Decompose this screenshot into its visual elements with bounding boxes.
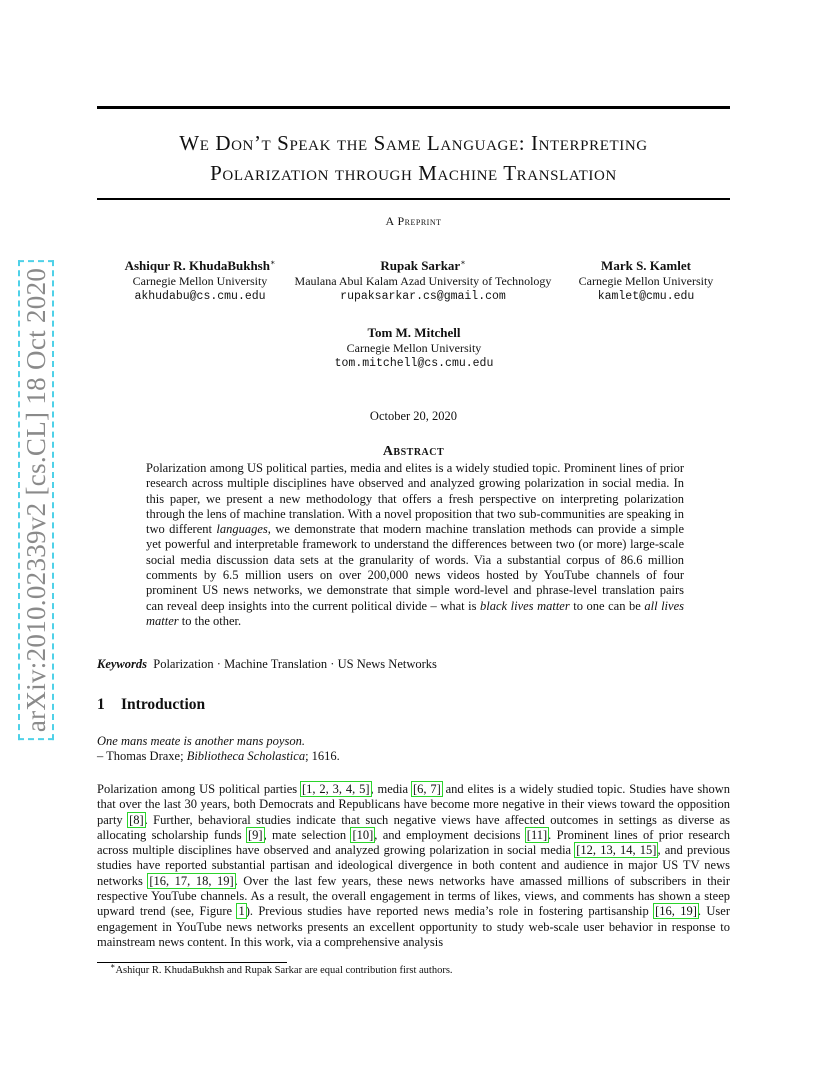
citation-link[interactable]: [11] xyxy=(526,827,548,842)
intro-text: . Prominent lines of prior research across multiple disciplines have observed and analyzed growing polarization in social media xyxy=(97,827,730,858)
citation-link[interactable]: 1 xyxy=(238,904,245,919)
section-number: 1 xyxy=(97,696,105,713)
epigraph-author: – Thomas Draxe; xyxy=(97,749,187,763)
section-heading xyxy=(97,696,205,714)
intro-text: and elites is a widely studied topic. Studies have shown that over the last 30 years, both Democrats and Republicans have become more negative in their views toward the opposition party xyxy=(97,782,731,827)
intro-paragraph xyxy=(97,782,730,950)
author-name: Rupak Sarkar xyxy=(380,258,461,273)
intro-text: . Over the last few years, these news networks have amassed millions of subscribers in their respective YouTube channels. As a result, the overall engagement in terms of likes, views, and comments has shown a steep upward trend (see, Figure xyxy=(97,873,730,919)
footnote-text: Ashiqur R. KhudaBukhsh and Rupak Sarkar are equal contribution first authors. xyxy=(115,965,453,976)
abstract-heading: Abstract xyxy=(382,444,445,459)
arxiv-stamp: arXiv:2010.02339v2 [cs.CL] 18 Oct 2020 xyxy=(18,260,54,740)
author-block-3 xyxy=(566,258,726,304)
author-name: Mark S. Kamlet xyxy=(601,258,691,273)
citation-link[interactable]: [8] xyxy=(129,812,144,827)
citation-link[interactable]: [1, 2, 3, 4, 5] xyxy=(302,782,370,796)
author-block-4 xyxy=(314,325,514,371)
abstract-emphasis: all lives matter xyxy=(146,598,684,628)
intro-text: , mate selection xyxy=(263,827,352,842)
citation-link[interactable]: [9] xyxy=(248,827,263,842)
keywords-label: Keywords xyxy=(97,657,147,671)
footnote-rule xyxy=(97,962,287,963)
keywords-line xyxy=(97,657,437,672)
section-title: Introduction xyxy=(121,696,206,713)
author-affiliation: Carnegie Mellon University xyxy=(346,341,482,355)
citation-link[interactable]: [16, 19] xyxy=(655,904,697,919)
abstract-emphasis: black lives matter xyxy=(480,598,570,613)
abstract-text xyxy=(146,461,684,629)
citation-link[interactable]: [12, 13, 14, 15] xyxy=(576,843,657,858)
paper-title xyxy=(97,128,730,188)
footnote xyxy=(110,961,453,976)
author-affiliation: Carnegie Mellon University xyxy=(578,274,714,288)
author-email[interactable]: rupaksarkar.cs@gmail.com xyxy=(340,290,506,303)
epigraph-work: Bibliotheca Scholastica xyxy=(186,749,306,763)
author-name: Ashiqur R. KhudaBukhsh xyxy=(124,258,270,273)
title-line-2: Polarization through Machine Translation xyxy=(210,161,617,185)
intro-text: ). Previous studies have reported news media’s role in fostering partisanship xyxy=(245,904,655,919)
author-mark: ∗ xyxy=(269,257,276,267)
author-email[interactable]: akhudabu@cs.cmu.edu xyxy=(134,290,266,303)
citation-link[interactable]: [16, 17, 18, 19] xyxy=(149,873,234,888)
author-block-2 xyxy=(280,258,566,304)
citation-link[interactable]: [6, 7] xyxy=(412,782,441,796)
abstract-part: , we demonstrate that modern machine translation methods can provide a simple yet powerful and interpretable framework to understand the differences between two (or more) large-scale social media discussion data sets at the granularity of words. Via a substantial corpus of 86.6 million comments by 6.5 million users on over 200,000 news videos hosted by YouTube channels of four prominent US news networks, we demonstrate that simple word-level and phrase-level translation pairs can reveal deep insights into the current political divide – what is xyxy=(146,522,685,613)
author-block-1 xyxy=(100,258,300,304)
citation-link[interactable]: [10] xyxy=(352,827,374,842)
keywords-list: Polarization · Machine Translation · US News Networks xyxy=(153,657,437,671)
author-affiliation: Maulana Abul Kalam Azad University of Technology xyxy=(294,274,552,288)
footnote-mark: ∗ xyxy=(110,961,116,971)
author-affiliation: Carnegie Mellon University xyxy=(132,274,268,288)
intro-text: Polarization among US political parties xyxy=(97,782,301,796)
paper-date: October 20, 2020 xyxy=(369,409,458,423)
author-mark: ∗ xyxy=(460,257,466,267)
epigraph-year: ; 1616. xyxy=(305,749,340,763)
title-bottom-rule xyxy=(97,198,730,200)
epigraph-quote: One mans meate is another mans poyson. xyxy=(97,734,305,748)
intro-text: , and employment decisions xyxy=(374,827,526,842)
author-name: Tom M. Mitchell xyxy=(367,325,461,340)
title-line-1: We Don’t Speak the Same Language: Interpreting xyxy=(179,131,648,155)
abstract-emphasis: languages xyxy=(216,522,268,537)
abstract-part: to one can be xyxy=(569,598,645,613)
title-top-rule xyxy=(97,106,730,109)
intro-text: . User engagement in YouTube news networks presents an excellent opportunity to study web-scale user behavior in response to mainstream news content. In this work, via a comprehensive analysis xyxy=(97,904,730,949)
intro-text: , media xyxy=(370,782,412,796)
intro-text: , and previous studies have reported substantial partisan and ideological divergence in both content and audience in major US TV news networks xyxy=(97,843,730,888)
author-email[interactable]: tom.mitchell@cs.cmu.edu xyxy=(334,357,494,370)
abstract-part: Polarization among US political parties, media and elites is a widely studied topic. Prominent lines of prior research across multiple disciplines have observed and analyzed growing polarization in social media. In this paper, we present a new methodology that offers a fresh perspective on interpreting polarization through the lens of machine translation. With a novel proposition that two sub-communities are speaking in two different xyxy=(146,461,684,537)
intro-text: . Further, behavioral studies indicate that such negative views have affected outcomes in settings as diverse as allocating scholarship funds xyxy=(97,812,730,842)
preprint-label: A Preprint xyxy=(385,214,442,228)
abstract-part: to the other. xyxy=(178,613,242,628)
epigraph xyxy=(97,734,340,764)
author-email[interactable]: kamlet@cmu.edu xyxy=(597,290,695,303)
